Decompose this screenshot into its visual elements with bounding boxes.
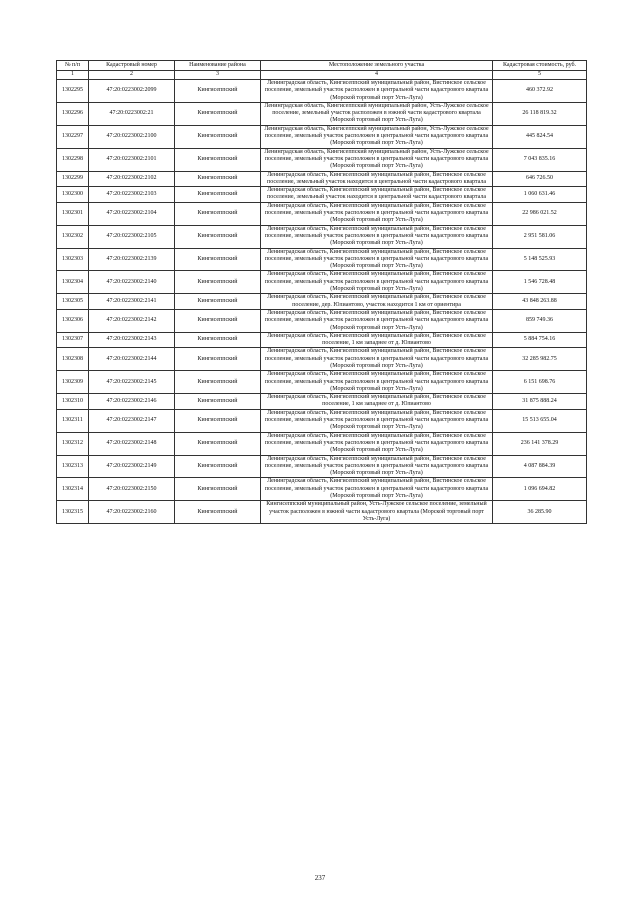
row-number-cell: 1302310 [57,394,89,410]
location-cell: Ленинградская область, Кингисеппский муниципальный район, Вистинское сельское поселение, земельный участок расположен в центральной части кадастрового квартала (Морской торговый порт Усть-Луга) [261,348,493,371]
cadastral-value-cell: 646 726.50 [493,171,587,187]
cadastral-value-cell: 1 060 631.46 [493,187,587,203]
cadastral-value-cell: 31 875 888.24 [493,394,587,410]
row-number-cell: 1302312 [57,432,89,455]
district-cell: Кингисеппский [175,187,261,203]
district-cell: Кингисеппский [175,455,261,478]
column-number: 5 [493,71,587,80]
location-cell: Ленинградская область, Кингисеппский муниципальный район, Усть-Лужское сельское поселение, земельный участок расположен в центральной части кадастрового квартала (Морской торговый порт Усть-Луга) [261,148,493,171]
location-cell: Ленинградская область, Кингисеппский муниципальный район, Вистинское сельское поселение, земельный участок расположен в центральной части кадастрового квартала (Морской торговый порт Усть-Луга) [261,248,493,271]
district-cell: Кингисеппский [175,202,261,225]
header-location: Местоположение земельного участка [261,61,493,71]
location-cell: Ленинградская область, Кингисеппский муниципальный район, Вистинское сельское поселение, 1 км западнее от д. Юлиантово [261,332,493,348]
district-cell: Кингисеппский [175,125,261,148]
cadastral-value-cell: 7 043 835.16 [493,148,587,171]
district-cell: Кингисеппский [175,271,261,294]
location-cell: Ленинградская область, Кингисеппский муниципальный район, Вистинское сельское поселение, земельный участок расположен в центральной части кадастрового квартала (Морской торговый порт Усть-Луга) [261,271,493,294]
district-cell: Кингисеппский [175,432,261,455]
district-cell: Кингисеппский [175,309,261,332]
row-number-cell: 1302300 [57,187,89,203]
table-row [57,171,587,187]
location-cell: Ленинградская область, Кингисеппский муниципальный район, Вистинское сельское поселение, 1 км западнее от д. Юлиантово [261,394,493,410]
cadastral-number-cell: 47:20:0223002:2141 [89,294,175,310]
cadastral-number-cell: 47:20:0223002:2143 [89,332,175,348]
row-number-cell: 1302315 [57,501,89,524]
table-row [57,478,587,501]
row-number-cell: 1302306 [57,309,89,332]
table-row [57,248,587,271]
table-row [57,409,587,432]
district-cell: Кингисеппский [175,409,261,432]
cadastral-value-cell: 4 087 884.39 [493,455,587,478]
row-number-cell: 1302309 [57,371,89,394]
location-cell: Ленинградская область, Кингисеппский муниципальный район, Вистинское сельское поселение, земельный участок расположен в центральной части кадастрового квартала (Морской торговый порт Усть-Луга) [261,478,493,501]
cadastral-number-cell: 47:20:0223002:2104 [89,202,175,225]
location-cell: Ленинградская область, Кингисеппский муниципальный район, Вистинское сельское поселение, земельный участок расположен в центральной части кадастрового квартала (Морской торговый порт Усть-Луга) [261,409,493,432]
column-number-row [57,71,587,80]
header-district-name: Наименование района [175,61,261,71]
table-row [57,348,587,371]
table-row [57,455,587,478]
table-row [57,102,587,125]
district-cell: Кингисеппский [175,332,261,348]
cadastral-number-cell: 47:20:0223002:2102 [89,171,175,187]
location-cell: Ленинградская область, Кингисеппский муниципальный район, Вистинское сельское поселение, земельный участок расположен в центральной части кадастрового квартала (Морской торговый порт Усть-Луга) [261,202,493,225]
cadastral-value-cell: 236 141 378.29 [493,432,587,455]
cadastral-number-cell: 47:20:0223002:2105 [89,225,175,248]
location-cell: Ленинградская область, Кингисеппский муниципальный район, Вистинское сельское поселение, дер. Юлиантово, участок находится 1 км от ориентира [261,294,493,310]
cadastral-number-cell: 47:20:0223002:2101 [89,148,175,171]
cadastral-number-cell: 47:20:0223002:2140 [89,271,175,294]
cadastral-number-cell: 47:20:0223002:2150 [89,478,175,501]
cadastral-value-cell: 460 372.92 [493,80,587,103]
location-cell: Ленинградская область, Кингисеппский муниципальный район, Вистинское сельское поселение, земельный участок расположен в центральной части кадастрового квартала (Морской торговый порт Усть-Луга) [261,455,493,478]
table-row [57,271,587,294]
table-row [57,225,587,248]
district-cell: Кингисеппский [175,148,261,171]
cadastral-value-cell: 1 546 728.48 [493,271,587,294]
table-row [57,80,587,103]
table-row [57,187,587,203]
cadastral-value-cell: 5 148 525.93 [493,248,587,271]
land-cadastral-value-table [56,60,587,524]
row-number-cell: 1302304 [57,271,89,294]
table-row [57,394,587,410]
location-cell: Ленинградская область, Кингисеппский муниципальный район, Вистинское сельское поселение, земельный участок расположен в центральной части кадастрового квартала (Морской торговый порт Усть-Луга) [261,371,493,394]
district-cell: Кингисеппский [175,478,261,501]
header-cadastral-value: Кадастровая стоимость, руб. [493,61,587,71]
table-row [57,148,587,171]
cadastral-value-cell: 15 513 655.04 [493,409,587,432]
row-number-cell: 1302311 [57,409,89,432]
column-number: 3 [175,71,261,80]
column-number: 4 [261,71,493,80]
cadastral-value-cell: 1 096 694.82 [493,478,587,501]
row-number-cell: 1302298 [57,148,89,171]
district-cell: Кингисеппский [175,501,261,524]
cadastral-number-cell: 47:20:0223002:2142 [89,309,175,332]
district-cell: Кингисеппский [175,80,261,103]
cadastral-number-cell: 47:20:0223002:2099 [89,80,175,103]
header-cadastral-number: Кадастровый номер [89,61,175,71]
location-cell: Ленинградская область, Кингисеппский муниципальный район, Усть-Лужское сельское поселение, земельный участок расположен в южной части кадастрового квартала (Морской торговый порт Усть-Луга) [261,102,493,125]
cadastral-number-cell: 47:20:0223002:21 [89,102,175,125]
table-row [57,309,587,332]
district-cell: Кингисеппский [175,294,261,310]
location-cell: Ленинградская область, Кингисеппский муниципальный район, Вистинское сельское поселение, земельный участок расположен в центральной части кадастрового квартала (Морской торговый порт Усть-Луга) [261,309,493,332]
cadastral-value-cell: 859 749.36 [493,309,587,332]
cadastral-number-cell: 47:20:0223002:2139 [89,248,175,271]
row-number-cell: 1302295 [57,80,89,103]
cadastral-number-cell: 47:20:0223002:2149 [89,455,175,478]
table-row [57,294,587,310]
column-number: 1 [57,71,89,80]
row-number-cell: 1302299 [57,171,89,187]
district-cell: Кингисеппский [175,248,261,271]
district-cell: Кингисеппский [175,371,261,394]
table-row [57,332,587,348]
row-number-cell: 1302302 [57,225,89,248]
column-number: 2 [89,71,175,80]
cadastral-value-cell: 2 951 581.06 [493,225,587,248]
cadastral-number-cell: 47:20:0223002:2147 [89,409,175,432]
row-number-cell: 1302313 [57,455,89,478]
row-number-cell: 1302297 [57,125,89,148]
row-number-cell: 1302296 [57,102,89,125]
location-cell: Кингисеппский муниципальный район, Усть-Лужское сельское поселение, земельный участок расположен в южной части кадастрового квартала (Морской торговый порт Усть-Луга) [261,501,493,524]
page-number: 237 [314,874,326,882]
table-row [57,125,587,148]
cadastral-value-cell: 26 118 819.32 [493,102,587,125]
row-number-cell: 1302301 [57,202,89,225]
cadastral-number-cell: 47:20:0223002:2103 [89,187,175,203]
table-row [57,501,587,524]
header-row-number: № п/п [57,61,89,71]
cadastral-number-cell: 47:20:0223002:2100 [89,125,175,148]
cadastral-value-cell: 43 848 263.88 [493,294,587,310]
location-cell: Ленинградская область, Кингисеппский муниципальный район, Вистинское сельское поселение, земельный участок находится в центральной части кадастрового квартала [261,171,493,187]
row-number-cell: 1302305 [57,294,89,310]
cadastral-value-cell: 6 151 698.76 [493,371,587,394]
cadastral-number-cell: 47:20:0223002:2144 [89,348,175,371]
district-cell: Кингисеппский [175,348,261,371]
row-number-cell: 1302308 [57,348,89,371]
location-cell: Ленинградская область, Кингисеппский муниципальный район, Вистинское сельское поселение, земельный участок расположен в центральной части кадастрового квартала (Морской торговый порт Усть-Луга) [261,432,493,455]
row-number-cell: 1302314 [57,478,89,501]
cadastral-value-cell: 22 986 021.52 [493,202,587,225]
table-body [57,80,587,524]
row-number-cell: 1302307 [57,332,89,348]
table-row [57,202,587,225]
district-cell: Кингисеппский [175,394,261,410]
district-cell: Кингисеппский [175,102,261,125]
cadastral-number-cell: 47:20:0223002:2148 [89,432,175,455]
cadastral-number-cell: 47:20:0223002:2160 [89,501,175,524]
district-cell: Кингисеппский [175,225,261,248]
table-header-row [57,61,587,71]
cadastral-value-cell: 445 824.54 [493,125,587,148]
row-number-cell: 1302303 [57,248,89,271]
cadastral-number-cell: 47:20:0223002:2146 [89,394,175,410]
cadastral-value-cell: 36 285.90 [493,501,587,524]
district-cell: Кингисеппский [175,171,261,187]
table-row [57,432,587,455]
location-cell: Ленинградская область, Кингисеппский муниципальный район, Вистинское сельское поселение, земельный участок расположен в центральной части кадастрового квартала (Морской торговый порт Усть-Луга) [261,225,493,248]
cadastral-value-cell: 5 884 754.16 [493,332,587,348]
cadastral-value-cell: 32 285 982.75 [493,348,587,371]
location-cell: Ленинградская область, Кингисеппский муниципальный район, Вистинское сельское поселение, земельный участок расположен в центральной части кадастрового квартала (Морской торговый порт Усть-Луга) [261,80,493,103]
location-cell: Ленинградская область, Кингисеппский муниципальный район, Усть-Лужское сельское поселение, земельный участок расположен в центральной части кадастрового квартала (Морской торговый порт Усть-Луга) [261,125,493,148]
location-cell: Ленинградская область, Кингисеппский муниципальный район, Вистинское сельское поселение, земельный участок находится в центральной части кадастрового квартала [261,187,493,203]
table-row [57,371,587,394]
cadastral-number-cell: 47:20:0223002:2145 [89,371,175,394]
